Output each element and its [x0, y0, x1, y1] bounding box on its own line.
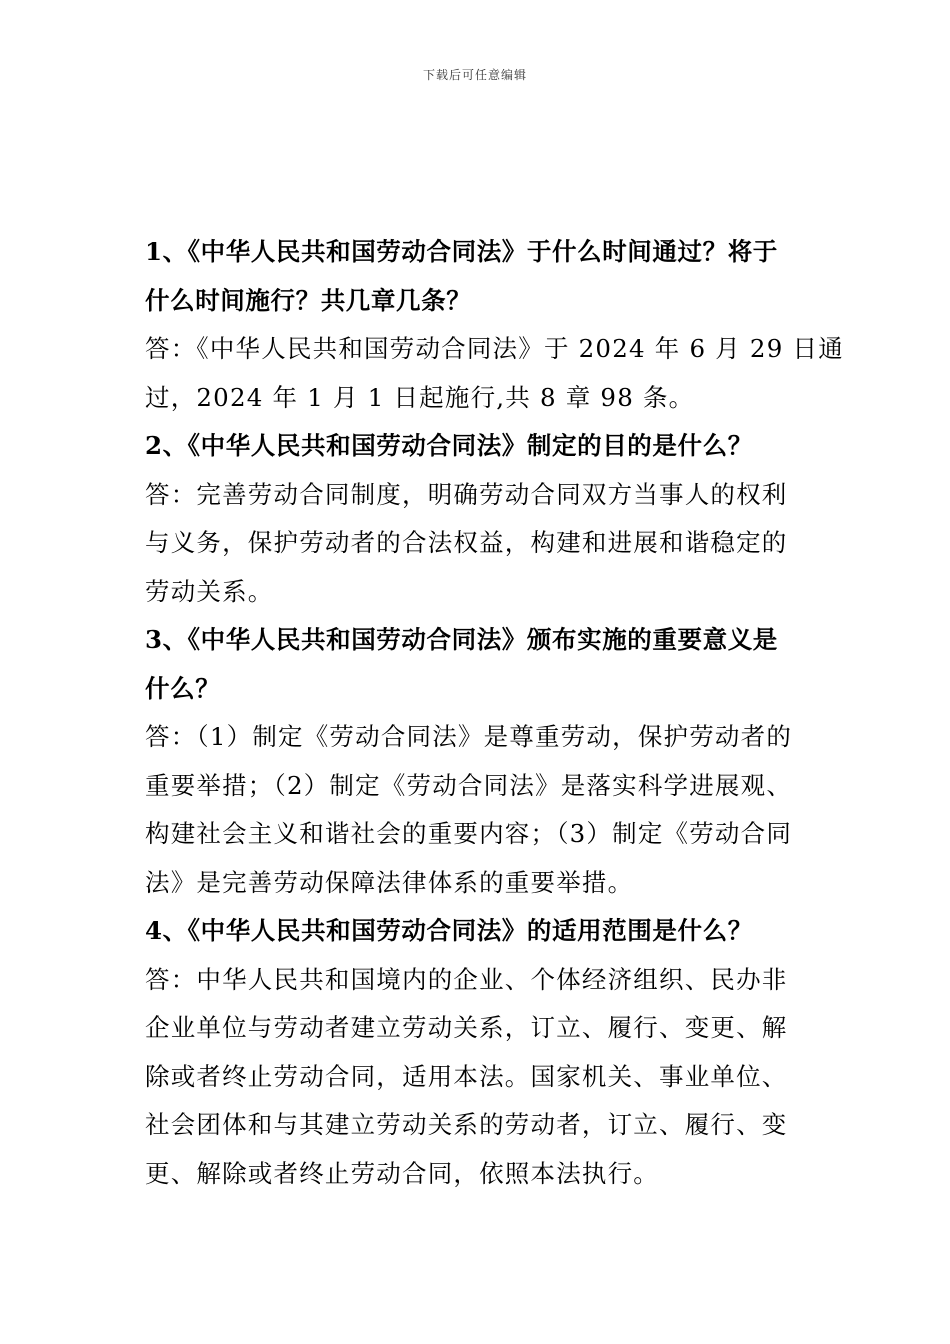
- answer-3-line-4: 法》是完善劳动保障法律体系的重要举措。: [145, 867, 634, 897]
- question-2-line-1: 2、《中华人民共和国劳动合同法》制定的目的是什么？: [145, 431, 753, 460]
- answer-3-line-1: 答：（1）制定《劳动合同法》是尊重劳动，保护劳动者的: [145, 722, 793, 751]
- answer-2-line-1: 答：完善劳动合同制度，明确劳动合同双方当事人的权利: [145, 479, 788, 509]
- question-1-line-2: 什么时间施行？共几章几条？: [145, 285, 472, 315]
- answer-4-line-5: 更、解除或者终止劳动合同，依照本法执行。: [145, 1158, 659, 1188]
- answer-4-line-4: 社会团体和与其建立劳动关系的劳动者，订立、履行、变: [145, 1110, 788, 1139]
- question-4-line-1: 4、《中华人民共和国劳动合同法》的适用范围是什么？: [145, 916, 753, 945]
- question-3-line-2: 什么？: [145, 673, 221, 703]
- answer-4-line-1: 答：中华人民共和国境内的企业、个体经济组织、民办非: [145, 964, 788, 994]
- answer-4-line-2: 企业单位与劳动者建立劳动关系，订立、履行、变更、解: [145, 1013, 788, 1042]
- qa-content: [145, 228, 844, 1198]
- answer-4-line-3: 除或者终止劳动合同，适用本法。国家机关、事业单位、: [145, 1061, 788, 1091]
- question-1-line-1: 1、《中华人民共和国劳动合同法》于什么时间通过？将于: [145, 237, 778, 266]
- qa-item-3: [145, 616, 807, 907]
- page-header-note: 下载后可任意编辑: [422, 68, 527, 82]
- answer-2-line-3: 劳动关系。: [145, 576, 274, 606]
- question-3-line-1: 3、《中华人民共和国劳动合同法》颁布实施的重要意义是: [145, 625, 778, 654]
- qa-item-2: [145, 422, 807, 616]
- answer-3-line-2: 重要举措；（2）制定《劳动合同法》是落实科学进展观、: [145, 770, 793, 800]
- answer-2-line-2: 与义务，保护劳动者的合法权益，构建和进展和谐稳定的: [145, 528, 788, 557]
- qa-item-4: [145, 907, 807, 1198]
- answer-1-line-2: 过，2024 年 1 月 1 日起施行,共 8 章 98 条。: [145, 382, 695, 412]
- answer-1-line-1: 答：《中华人民共和国劳动合同法》于 2024 年 6 月 29 日通: [145, 334, 844, 363]
- qa-item-1: [145, 228, 844, 422]
- answer-3-line-3: 构建社会主义和谐社会的重要内容；（3）制定《劳动合同: [145, 819, 793, 848]
